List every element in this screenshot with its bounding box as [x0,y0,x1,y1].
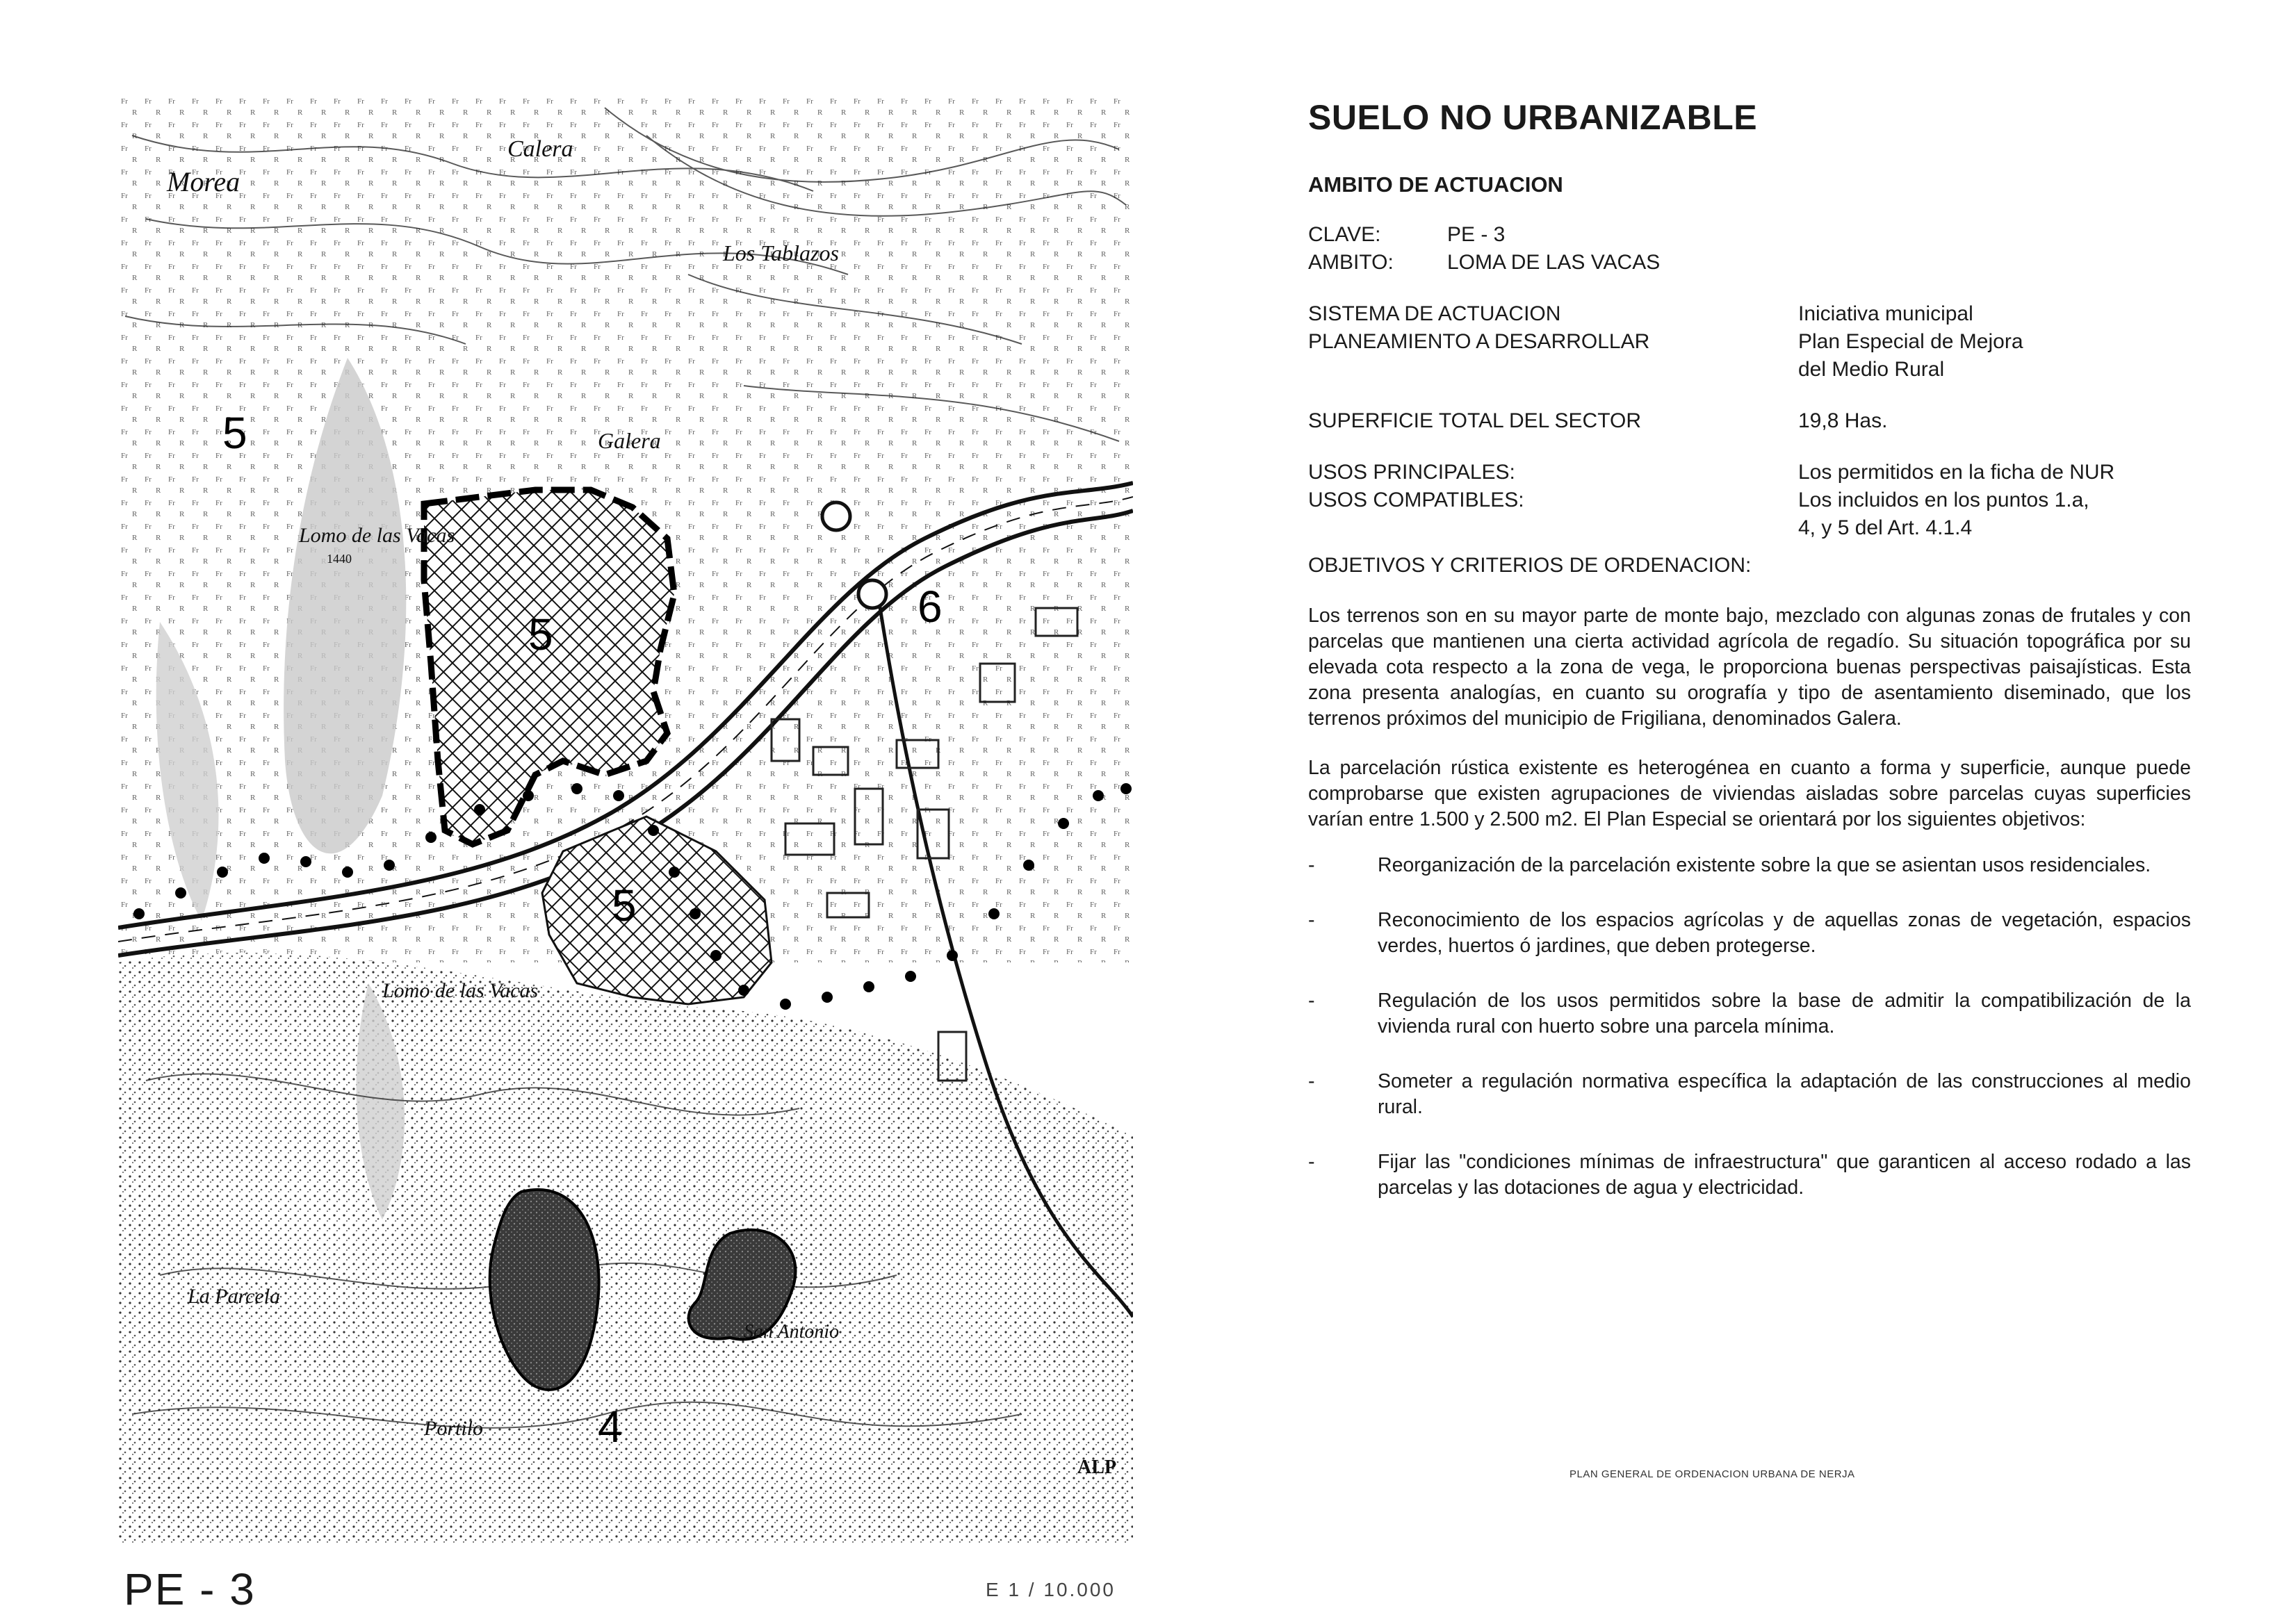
map-label-la-parcela: La Parcela [188,1285,281,1308]
map-label-calera: Calera [507,136,573,162]
usos-compatibles-row [1308,486,2191,514]
usos-principales-row [1308,459,2191,486]
list-item [1308,853,2191,878]
map-label-elevation: 1440 [327,552,352,566]
usos-compatibles-row-2 [1308,514,2191,542]
clave-label: CLAVE: [1308,223,1381,246]
zone-number-5-lower: 5 [612,880,637,930]
superficie-label: SUPERFICIE TOTAL DEL SECTOR [1308,409,1642,432]
sistema-row [1308,300,2191,328]
map-label-galera: Galera [598,428,661,453]
bullet-dash: - [1308,1150,1315,1173]
topographic-map [118,94,1133,1543]
list-item-text: Fijar las "condiciones mínimas de infraestructura" que garanticen al acceso rodado a las parcelas y las dotaciones de agua y electricidad. [1378,1150,2191,1199]
planeamiento-row [1308,328,2191,356]
zone-number-6: 6 [918,582,943,632]
list-item-text: Regulación de los usos permitidos sobre la base de admitir la compatibilización de la vivienda rural con huerto sobre una parcela mínima. [1378,989,2191,1037]
bullet-dash: - [1308,908,1315,931]
zone-number-5-west: 5 [222,408,247,458]
zone-number-5-sector: 5 [528,609,553,659]
list-item-text: Reorganización de la parcelación existente sobre la que se asientan usos residenciales. [1378,853,2151,876]
sheet-code: PE - 3 [124,1564,256,1614]
map-label-morea: Morea [167,166,240,197]
usos-compatibles-value-2: 4, y 5 del Art. 4.1.4 [1798,516,1973,539]
list-item-text: Someter a regulación normativa específica la adaptación de las construcciones al medio rural. [1378,1069,2191,1118]
objetivos-heading: OBJETIVOS Y CRITERIOS DE ORDENACION: [1308,554,1752,577]
bullet-dash: - [1308,853,1315,876]
sistema-value: Iniciativa municipal [1798,302,1973,325]
roundabout-north [822,502,850,530]
map-label-san-antonio: San Antonio [744,1321,840,1343]
list-item [1308,908,2191,959]
map-plate [118,94,1133,1543]
map-label-portilo: Portilo [424,1417,484,1440]
sistema-label: SISTEMA DE ACTUACION [1308,302,1561,325]
zone-number-4: 4 [598,1402,623,1452]
map-label-los-tablazos: Los Tablazos [723,240,839,265]
list-item [1308,988,2191,1040]
page-title: SUELO NO URBANIZABLE [1308,98,1758,137]
section-subtitle: AMBITO DE ACTUACION [1308,172,1563,197]
list-item [1308,1149,2191,1201]
map-label-alp: ALP [1077,1457,1116,1478]
clave-row [1308,221,2191,249]
usos-compatibles-value-1: Los incluidos en los puntos 1.a, [1798,489,2089,511]
ambito-row [1308,249,2191,277]
map-label-lomo-de-las-vacas-south: Lomo de las Vacas [382,979,539,1002]
planeamiento-value-1: Plan Especial de Mejora [1798,330,2023,353]
paragraph-1: Los terrenos son en su mayor parte de monte bajo, mezclado con algunas zonas de frutales y con parcelas que mantienen una cierta actividad agrícola de regadío. Su situación topográfica por su elevada cota respecto a la zona de vega, le proporciona buenas perspectivas paisajísticas. Esta zona presenta analogías, en cuanto su orografía y tipo de asentamiento diseminado, que los terrenos próximos del municipio de Frigiliana, denominados Galera. [1308,605,2191,730]
objectives-list [1308,853,2191,1201]
planeamiento-row-2 [1308,356,2191,384]
ambito-value: LOMA DE LAS VACAS [1447,251,1661,274]
bullet-dash: - [1308,989,1315,1012]
ambito-label: AMBITO: [1308,251,1394,274]
superficie-row [1308,407,2191,435]
bullet-dash: - [1308,1069,1315,1092]
document-footer: PLAN GENERAL DE ORDENACION URBANA DE NERJA [1570,1468,1855,1480]
map-scale: E 1 / 10.000 [986,1579,1116,1600]
usos-principales-value: Los permitidos en la ficha de NUR [1798,461,2115,484]
usos-compatibles-label: USOS COMPATIBLES: [1308,489,1524,511]
map-label-lomo-de-las-vacas: Lomo de las Vacas [299,524,455,547]
usos-principales-label: USOS PRINCIPALES: [1308,461,1515,484]
text-column [1308,97,2191,1201]
paragraph-2: La parcelación rústica existente es heterogénea en cuanto a forma y superficie, aunque puede comprobarse que existen agrupaciones de viviendas aisladas sobre parcelas cuyas superficies varían entre 1.500 y 2.500 m2. El Plan Especial se orientará por los siguientes objetivos: [1308,757,2191,830]
list-item [1308,1069,2191,1120]
planeamiento-label: PLANEAMIENTO A DESARROLLAR [1308,330,1650,353]
roundabout-south [858,580,886,608]
list-item-text: Reconocimiento de los espacios agrícolas y de aquellas zonas de vegetación, espacios verdes, huertos ó jardines, que deben protegerse. [1378,908,2191,957]
planeamiento-value-2: del Medio Rural [1798,358,1945,381]
clave-value: PE - 3 [1447,223,1506,246]
superficie-value: 19,8 Has. [1798,409,1888,432]
